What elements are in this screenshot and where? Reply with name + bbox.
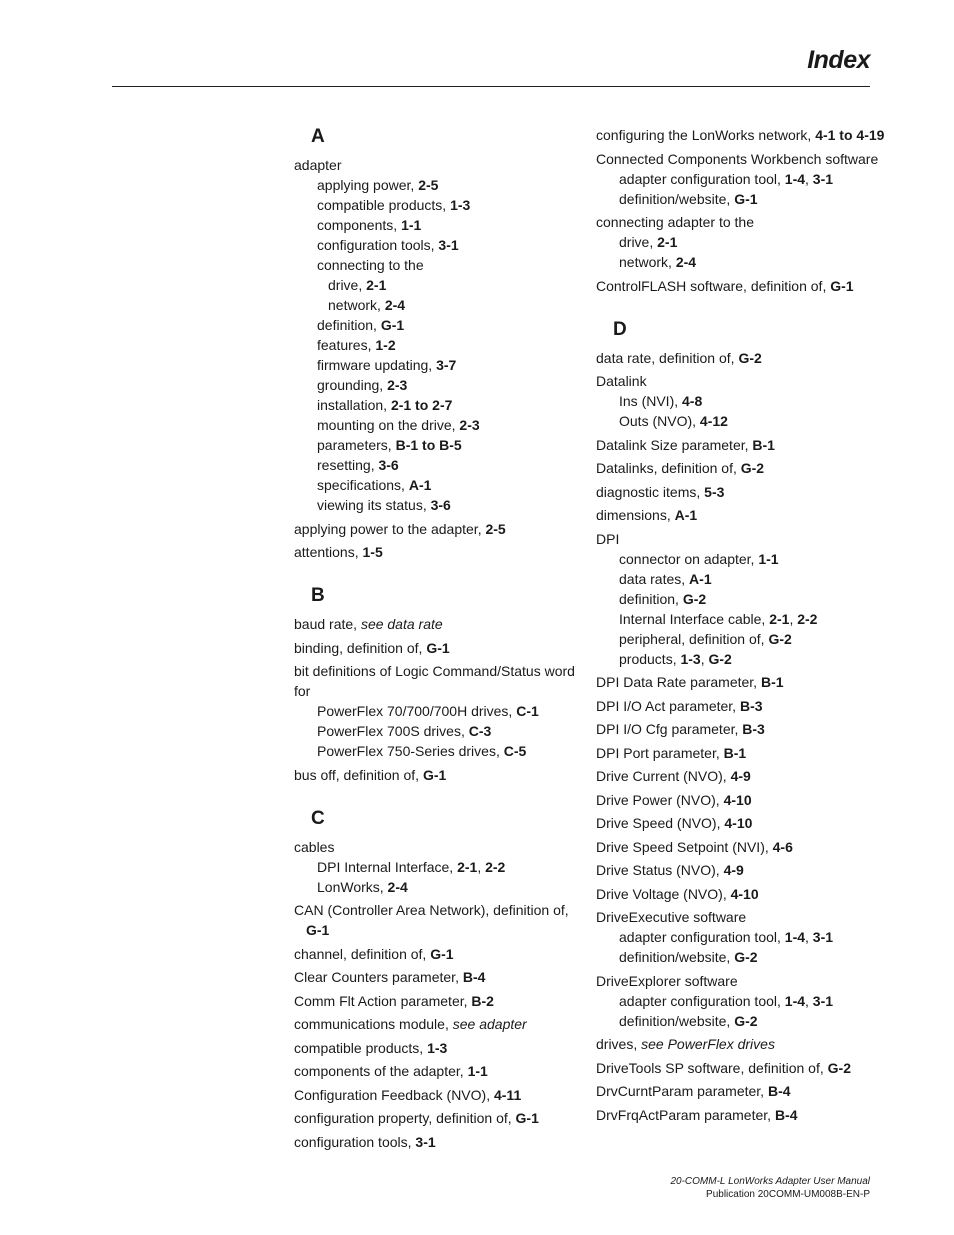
index-section-c xyxy=(294,807,584,1152)
index-entry: connecting adapter to the xyxy=(596,214,755,230)
index-entry: attentions, 1-5 xyxy=(294,544,383,560)
index-subentry: PowerFlex 70/700/700H drives, C-1 xyxy=(317,703,539,719)
index-subentry: adapter configuration tool, 1-4, 3-1 xyxy=(619,992,834,1009)
index-entry: Drive Voltage (NVO), 4-10 xyxy=(596,885,759,902)
index-entry: DPI I/O Cfg parameter, B-3 xyxy=(596,721,765,737)
index-entry: adapter xyxy=(294,157,342,173)
index-entry: DriveExplorer software xyxy=(596,972,738,989)
index-subentry: definition/website, G-2 xyxy=(619,949,758,965)
index-entry: Comm Flt Action parameter, B-2 xyxy=(294,992,494,1009)
index-entry: DrvCurntParam parameter, B-4 xyxy=(596,1083,791,1099)
index-subentry: products, 1-3, G-2 xyxy=(619,650,732,667)
index-subentry: definition/website, G-1 xyxy=(619,190,758,207)
index-subentry: components, 1-1 xyxy=(317,217,422,233)
footer-publication: Publication 20COMM-UM008B-EN-P xyxy=(706,1189,870,1200)
index-column-right xyxy=(596,125,886,1147)
index-subentry: PowerFlex 700S drives, C-3 xyxy=(317,723,492,739)
index-section-c-continued xyxy=(596,125,886,296)
index-entry: Datalinks, definition of, G-2 xyxy=(596,460,765,476)
index-subentry: network, 2-4 xyxy=(619,254,697,270)
index-entry: DPI Port parameter, B-1 xyxy=(596,744,747,761)
index-subentry: grounding, 2-3 xyxy=(317,377,408,393)
index-subentry: drive, 2-1 xyxy=(619,234,678,250)
index-subentry: mounting on the drive, 2-3 xyxy=(317,417,480,433)
index-entry: applying power to the adapter, 2-5 xyxy=(294,520,506,537)
index-entry: components of the adapter, 1-1 xyxy=(294,1063,488,1079)
page-footer xyxy=(670,1175,870,1201)
index-column-left xyxy=(294,125,584,1174)
index-subsubentry: drive, 2-1 xyxy=(328,277,387,293)
index-subentry: peripheral, definition of, G-2 xyxy=(619,630,792,647)
index-entry: data rate, definition of, G-2 xyxy=(596,349,762,366)
index-entry: diagnostic items, 5-3 xyxy=(596,483,725,500)
index-entry: DPI I/O Act parameter, B-3 xyxy=(596,697,763,714)
page-title: Index xyxy=(807,46,870,74)
index-entry: communications module, see adapter xyxy=(294,1016,527,1032)
index-entry: drives, see PowerFlex drives xyxy=(596,1036,775,1052)
index-entry: Drive Status (NVO), 4-9 xyxy=(596,862,744,878)
index-entry: compatible products, 1-3 xyxy=(294,1039,448,1056)
index-subentry: definition/website, G-2 xyxy=(619,1012,758,1029)
index-entry: ControlFLASH software, definition of, G-1 xyxy=(596,277,854,294)
index-subentry: data rates, A-1 xyxy=(619,570,712,587)
index-entry: Drive Current (NVO), 4-9 xyxy=(596,768,751,784)
index-subentry: specifications, A-1 xyxy=(317,477,432,493)
index-entry: CAN (Controller Area Network), definition of, G-1 xyxy=(294,902,569,938)
footer-manual-title: 20-COMM-L LonWorks Adapter User Manual xyxy=(670,1176,870,1187)
index-entry: DriveTools SP software, definition of, G-2 xyxy=(596,1059,851,1076)
index-subentry: DPI Internal Interface, 2-1, 2-2 xyxy=(317,858,506,875)
index-entry: configuration property, definition of, G-1 xyxy=(294,1110,539,1126)
section-letter: D xyxy=(613,318,627,340)
index-entry: Drive Power (NVO), 4-10 xyxy=(596,791,752,808)
index-entry: DPI xyxy=(596,530,620,547)
index-entry: bit definitions of Logic Command/Status word for xyxy=(294,663,575,699)
index-entry: configuration tools, 3-1 xyxy=(294,1133,436,1150)
index-entry: Datalink Size parameter, B-1 xyxy=(596,436,775,453)
index-section-a xyxy=(294,125,584,562)
index-subentry: viewing its status, 3-6 xyxy=(317,497,451,513)
index-entry: DriveExecutive software xyxy=(596,909,747,925)
index-subentry: LonWorks, 2-4 xyxy=(317,878,408,895)
index-entry: channel, definition of, G-1 xyxy=(294,945,454,962)
section-letter: C xyxy=(311,807,325,829)
index-subentry: connecting to the xyxy=(317,257,424,273)
index-subentry: connector on adapter, 1-1 xyxy=(619,550,779,567)
index-subentry: installation, 2-1 to 2-7 xyxy=(317,397,453,413)
index-subentry: firmware updating, 3-7 xyxy=(317,357,457,373)
index-entry: Drive Speed (NVO), 4-10 xyxy=(596,815,753,831)
index-entry: baud rate, see data rate xyxy=(294,616,443,632)
index-subentry: definition, G-1 xyxy=(317,317,405,333)
index-subentry: resetting, 3-6 xyxy=(317,457,399,473)
section-letter: A xyxy=(311,126,325,147)
index-subentry: features, 1-2 xyxy=(317,337,396,353)
index-entry: bus off, definition of, G-1 xyxy=(294,766,447,783)
index-entry: Connected Components Workbench software xyxy=(596,150,879,167)
index-entry: Datalink xyxy=(596,373,647,389)
index-subentry: Ins (NVI), 4-8 xyxy=(619,393,703,409)
index-entry: Configuration Feedback (NVO), 4-11 xyxy=(294,1086,522,1103)
index-subentry: adapter configuration tool, 1-4, 3-1 xyxy=(619,929,834,945)
index-subentry: applying power, 2-5 xyxy=(317,177,439,193)
index-entry: Clear Counters parameter, B-4 xyxy=(294,969,486,985)
index-entry: dimensions, A-1 xyxy=(596,507,698,523)
index-subentry: Internal Interface cable, 2-1, 2-2 xyxy=(619,610,818,627)
index-subentry: definition, G-2 xyxy=(619,590,707,607)
index-entry: binding, definition of, G-1 xyxy=(294,639,450,656)
index-subsubentry: network, 2-4 xyxy=(328,297,406,313)
index-entry: cables xyxy=(294,838,335,855)
index-subentry: adapter configuration tool, 1-4, 3-1 xyxy=(619,170,834,187)
header-rule xyxy=(112,86,870,87)
index-subentry: compatible products, 1-3 xyxy=(317,197,471,213)
section-letter: B xyxy=(311,585,325,606)
index-entry: Drive Speed Setpoint (NVI), 4-6 xyxy=(596,838,793,855)
index-section-b xyxy=(294,584,584,785)
index-subentry: PowerFlex 750-Series drives, C-5 xyxy=(317,743,527,759)
index-section-d xyxy=(596,318,886,1125)
index-subentry: configuration tools, 3-1 xyxy=(317,237,459,253)
index-entry: DrvFrqActParam parameter, B-4 xyxy=(596,1106,798,1123)
index-entry: configuring the LonWorks network, 4-1 to 4-19 xyxy=(596,127,885,143)
index-subentry: parameters, B-1 to B-5 xyxy=(317,437,462,453)
index-subentry: Outs (NVO), 4-12 xyxy=(619,413,728,429)
index-entry: DPI Data Rate parameter, B-1 xyxy=(596,674,784,690)
